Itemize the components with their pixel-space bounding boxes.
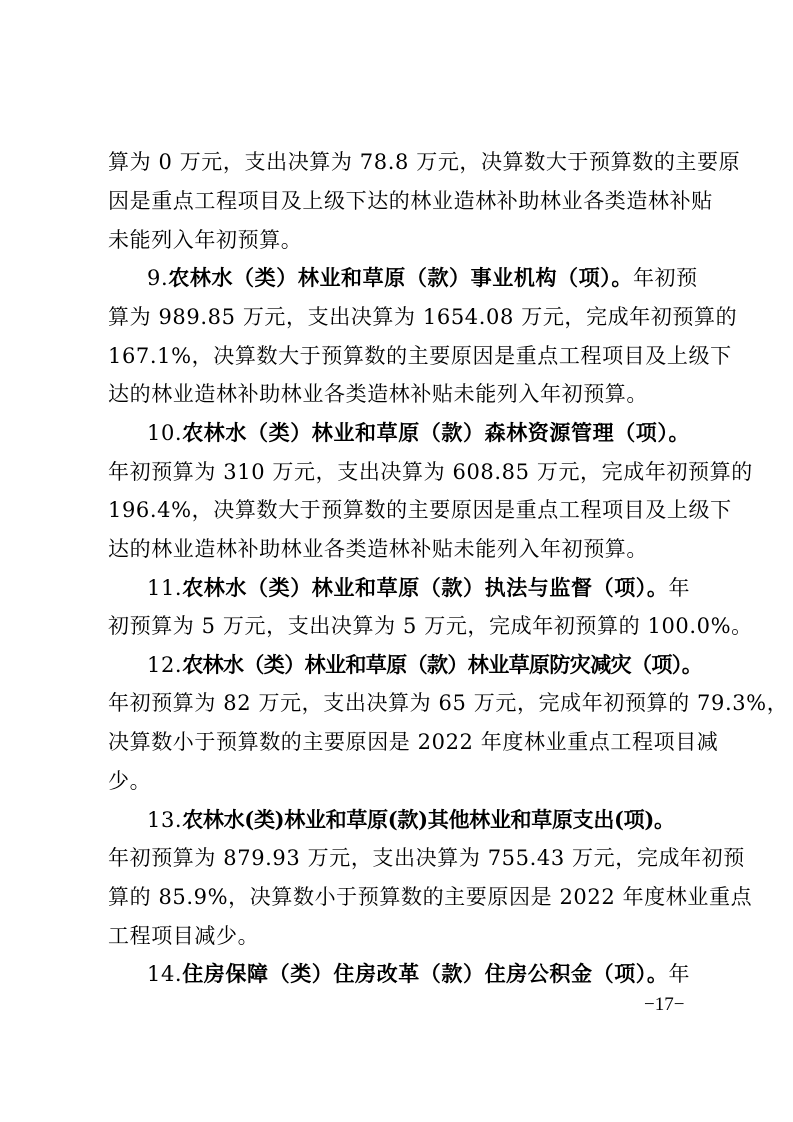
paragraph-10-heading: 农林水（类）林业和草原（款）森林资源管理（项）。: [182, 420, 691, 445]
paragraph-10-line-2: 年初预算为 310 万元，支出决算为 608.85 万元，完成年初预算的: [108, 460, 753, 484]
paragraph-12-first-line: [147, 651, 703, 679]
paragraph-13-number: 13.: [147, 808, 183, 832]
paragraph-9-line-2: 算为 989.85 万元，支出决算为 1654.08 万元，完成年初预算的: [108, 305, 738, 329]
paragraph-13-heading: 农林水(类)林业和草原(款)其他林业和草原支出(项)。: [182, 807, 675, 832]
paragraph-9-first-line-rest: 年初预: [632, 266, 698, 290]
paragraph-9-line-3: 167.1%，决算数大于预算数的主要原因是重点工程项目及上级下: [108, 344, 732, 368]
paragraph-8-line-1: 算为 0 万元，支出决算为 78.8 万元，决算数大于预算数的主要原: [108, 150, 741, 174]
paragraph-11-heading: 农林水（类）林业和草原（款）执法与监督（项）。: [182, 575, 669, 600]
paragraph-11-number: 11.: [147, 576, 183, 600]
paragraph-13-line-4: 工程项目减少。: [108, 924, 260, 948]
paragraph-10-line-4: 达的林业造林补助林业各类造林补贴未能列入年初预算。: [108, 537, 648, 561]
paragraph-12-line-3: 决算数小于预算数的主要原因是 2022 年度林业重点工程项目减: [108, 730, 719, 754]
paragraph-9-line-4: 达的林业造林补助林业各类造林补贴未能列入年初预算。: [108, 382, 648, 406]
page-number: −17−: [644, 994, 685, 1015]
paragraph-13-first-line: [147, 806, 698, 834]
paragraph-13-line-3: 算的 85.9%，决算数小于预算数的主要原因是 2022 年度林业重点: [108, 885, 753, 909]
paragraph-9-first-line: [147, 264, 698, 292]
paragraph-9-heading: 农林水（类）林业和草原（款）事业机构（项）。: [168, 265, 633, 290]
paragraph-14-heading: 住房保障（类）住房改革（款）住房公积金（项）。: [182, 961, 669, 986]
paragraph-14-first-line-rest: 年: [668, 962, 691, 986]
paragraph-10-first-line: [147, 419, 698, 447]
paragraph-14-first-line: [147, 960, 698, 988]
paragraph-11-first-line-rest: 年: [668, 576, 691, 600]
paragraph-12-number: 12.: [147, 653, 183, 677]
paragraph-12-line-2: 年初预算为 82 万元，支出决算为 65 万元，完成年初预算的 79.3%，: [108, 691, 789, 715]
paragraph-10-number: 10.: [147, 421, 183, 445]
paragraph-11-first-line: [147, 574, 698, 602]
paragraph-13-line-2: 年初预算为 879.93 万元，支出决算为 755.43 万元，完成年初预: [108, 846, 745, 870]
paragraph-12-line-4: 少。: [108, 769, 152, 793]
paragraph-10-line-3: 196.4%，决算数大于预算数的主要原因是重点工程项目及上级下: [108, 498, 732, 522]
paragraph-8-line-2: 因是重点工程项目及上级下达的林业造林补助林业各类造林补贴: [108, 189, 713, 213]
paragraph-9-number: 9.: [147, 266, 169, 290]
paragraph-14-number: 14.: [147, 962, 183, 986]
paragraph-8-line-3: 未能列入年初预算。: [108, 228, 303, 252]
paragraph-12-heading: 农林水（类）林业和草原（款）林业草原防灾减灾（项）。: [182, 652, 703, 677]
paragraph-11-line-2: 初预算为 5 万元，支出决算为 5 万元，完成年初预算的 100.0%。: [108, 614, 753, 638]
